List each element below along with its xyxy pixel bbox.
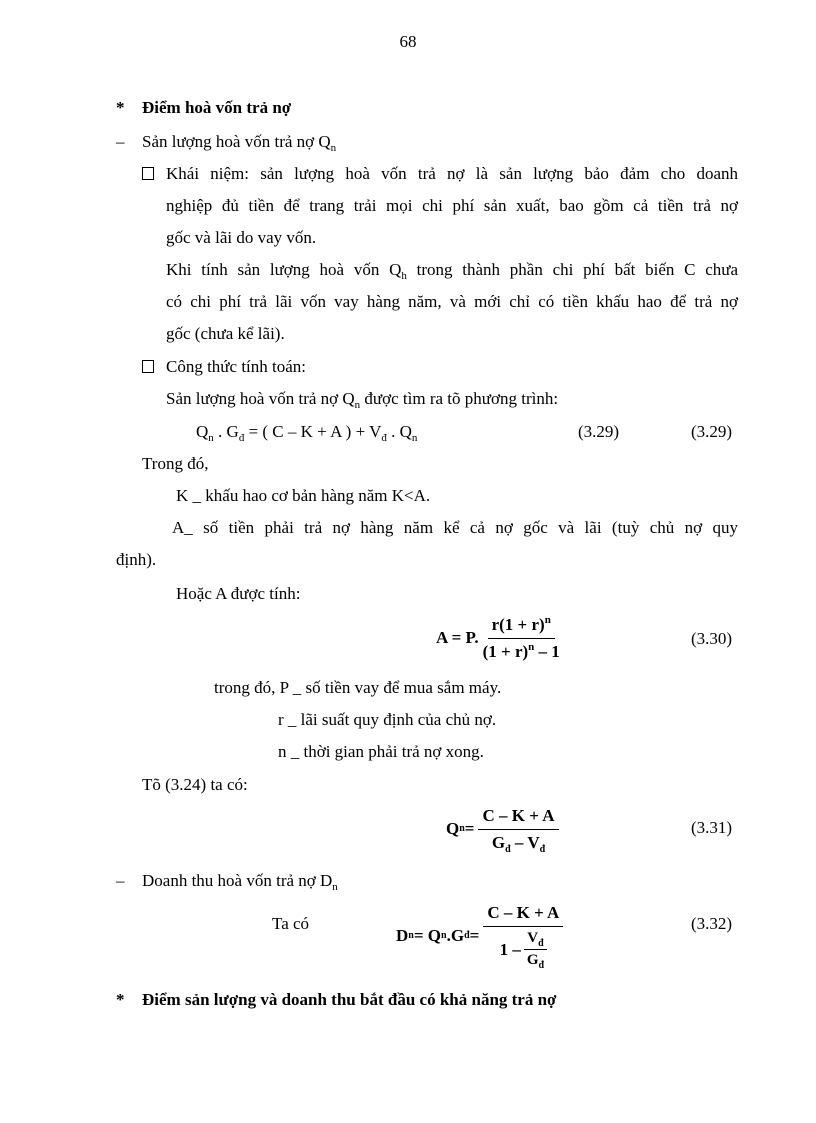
equation-3-29: $Q_n$ . $G_đ$ = ( C – K + A ) + $V_đ$ . $Q_n$ xyxy=(196,422,418,444)
r-definition: r _ lãi suất quy định của chủ nợ. xyxy=(278,710,497,729)
equation-number: (3.32) xyxy=(691,914,733,933)
k-definition: K _ khấu hao cơ bản hàng năm K<A. xyxy=(176,486,431,505)
concept-line-5: có chi phí trả lãi vốn vay hàng năm, và mới chỉ có tiền khấu hao để trả nợ xyxy=(166,292,738,311)
item-label-revenue: Doanh thu hoà vốn trả nợ $D_n$ xyxy=(142,871,338,893)
equation-number: (3.30) xyxy=(691,629,733,648)
formula-label: Công thức tính toán: xyxy=(166,357,307,376)
item-dash: – xyxy=(116,132,125,151)
formula-intro: Sản lượng hoà vốn trả nợ $Q_n$ được tìm ra tõ phương trình: xyxy=(166,389,559,411)
checkbox-bullet-icon xyxy=(142,164,164,184)
section-bullet: * xyxy=(116,990,125,1009)
item-dash: – xyxy=(116,871,125,890)
concept-line-3: gốc và lãi do vay vốn. xyxy=(166,228,317,247)
p-definition: trong đó, P _ số tiền vay để mua sắm máy. xyxy=(214,678,502,697)
section-heading-debt-capacity: Điểm sản lượng và doanh thu bắt đầu có khả năng trả nợ xyxy=(142,990,557,1009)
where-label: Trong đó, xyxy=(142,454,209,473)
equation-3-32: D n = Q n .G đ = C – K + A 1 – $\frac{V_đ}{G_đ}$ xyxy=(396,898,563,974)
concept-line-2: nghiệp đủ tiền để trang trải mọi chi phí sản xuất, bao gồm cả tiền trả nợ xyxy=(166,196,738,215)
a-definition-line-2: định). xyxy=(116,550,157,569)
item-label-text: Sản lượng hoà vốn trả nợ Q xyxy=(142,132,331,151)
concept-line-1: Khái niệm: sản lượng hoà vốn trả nợ là sản lượng bảo đảm cho doanh xyxy=(166,164,738,183)
equation-3-30: A = P. $\frac{r(1 + r)^n}{(1 + r)^n - 1}$ xyxy=(436,613,560,661)
concept-line-4: Khi tính sản lượng hoà vốn $Q_h$ trong thành phần chi phí bất biến C chưa xyxy=(166,260,739,282)
from-reference: Tõ (3.24) ta có: xyxy=(142,775,248,794)
item-label-output: Sản lượng hoà vốn trả nợ $Q_n$ xyxy=(142,132,337,154)
equation-number: (3.31) xyxy=(691,818,733,837)
eq-intro: Ta có xyxy=(272,914,310,933)
equation-number: (3.29) xyxy=(578,422,620,441)
checkbox-bullet-icon xyxy=(142,357,164,377)
n-definition: n _ thời gian phải trả nợ xong. xyxy=(278,742,484,761)
concept-line-6: gốc (chưa kể lãi). xyxy=(166,324,285,343)
a-calc-label: Hoặc A được tính: xyxy=(176,584,301,603)
equation-number: (3.29) xyxy=(691,422,733,441)
a-definition-line-1: A_ số tiền phải trả nợ hàng năm kể cả nợ gốc và lãi (tuỳ chủ nợ quy xyxy=(172,518,738,537)
section-heading-break-even-debt: Điểm hoà vốn trả nợ xyxy=(142,98,292,117)
section-bullet: * xyxy=(116,98,125,117)
equation-3-31: Q n = $\frac{C - K + A}{G_đ - V_đ}$ xyxy=(446,804,559,854)
page-number: 68 xyxy=(399,32,417,51)
